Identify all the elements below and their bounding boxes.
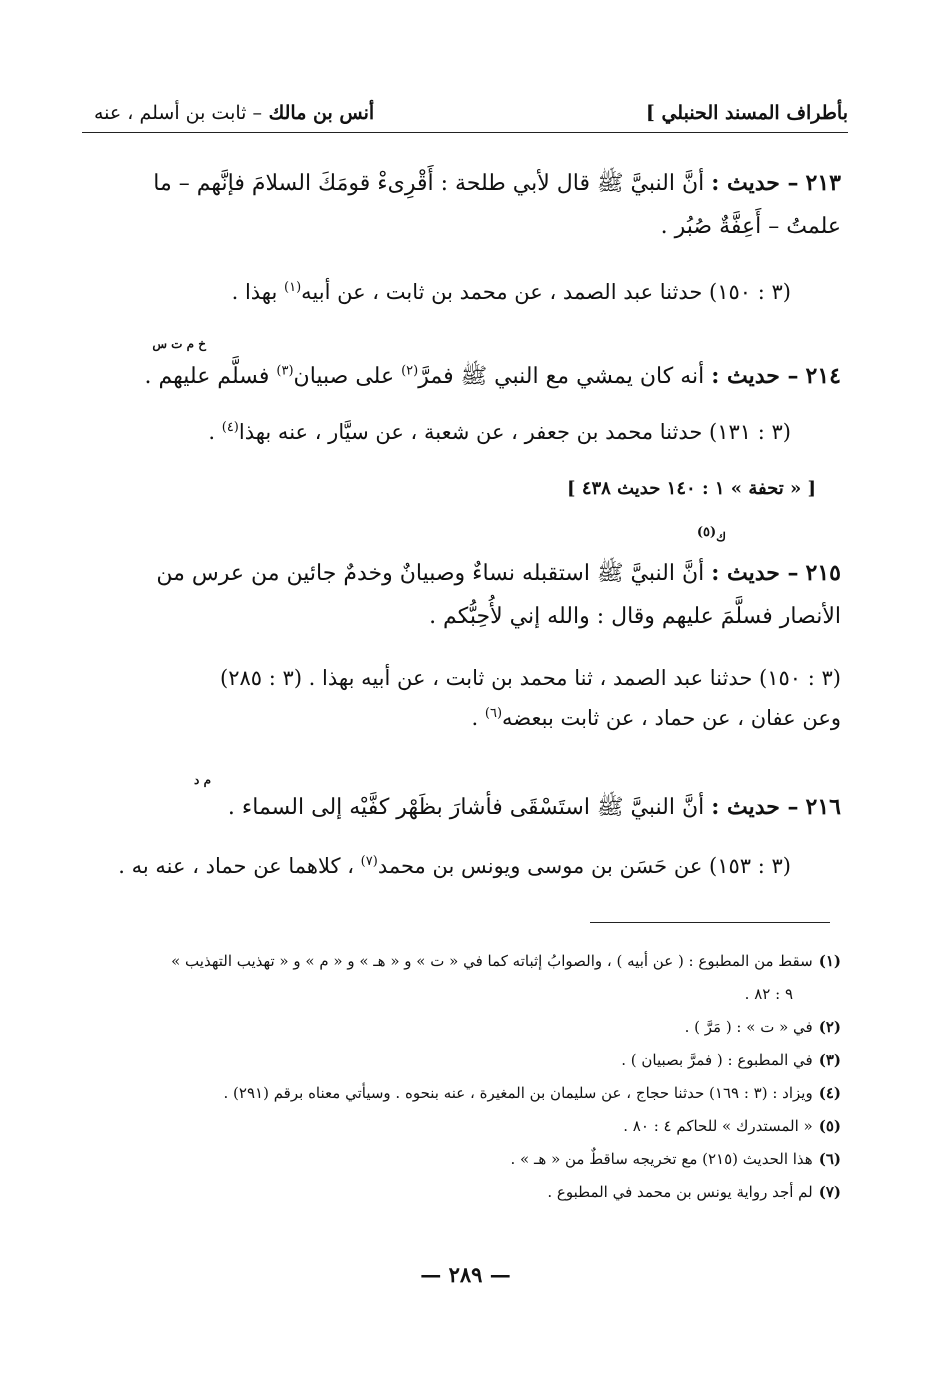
footnote-ref-7[interactable]: (٧) bbox=[360, 854, 378, 869]
hadith-213-number: ٢١٣ bbox=[805, 170, 841, 196]
hadith-216-chain-end: ، كلاهما عن حماد ، عنه به . bbox=[118, 854, 354, 878]
hadith-216-text: أنَّ النبيَّ ﷺ استَسْقَى فأشارَ بظَهْر كفَّيْه إلى السماء . bbox=[227, 795, 705, 820]
footnote-text: ويزاد : (٣ : ١٦٩) حدثنا حجاج ، عن سليمان بن المغيرة ، عنه بنحوه . وسيأتي معناه برقم (٢٩١) . bbox=[223, 1084, 813, 1102]
footnote-number: (٤) bbox=[818, 1084, 841, 1102]
hadith-214 bbox=[91, 355, 841, 398]
footnote-1 bbox=[81, 945, 841, 978]
hadith-214-sigla: خ م ت س bbox=[152, 337, 206, 351]
hadith-215-chain2-end: . bbox=[471, 706, 479, 730]
hadith-213-chain-text: (٣ : ١٥٠) حدثنا عبد الصمد ، عن محمد بن ثابت ، عن أبيه bbox=[301, 280, 791, 304]
footnote-separator bbox=[590, 922, 830, 923]
hadith-215-number: ٢١٥ bbox=[805, 560, 841, 586]
hadith-215-sigla-letter: ك bbox=[716, 530, 726, 544]
footnote-4 bbox=[81, 1077, 841, 1110]
footnotes bbox=[81, 945, 841, 1209]
hadith-213-chain bbox=[91, 272, 791, 312]
footnote-text: « المستدرك » للحاكم ٤ : ٨٠ . bbox=[623, 1117, 813, 1135]
hadith-215-sigla bbox=[696, 525, 726, 544]
hadith-213-text2: علمتُ – أَعِفَّةٌ صُبُر . bbox=[660, 214, 841, 239]
hadith-215-chain2-text: وعن عفان ، عن حماد ، عن ثابت ببعضه bbox=[502, 706, 841, 730]
footnote-3 bbox=[81, 1044, 841, 1077]
footnote-text: في « ت » : ( مَرَّ ) . bbox=[684, 1018, 813, 1036]
header-narrator-sub: – ثابت بن أسلم ، عنه bbox=[94, 102, 262, 124]
hadith-214-text-a: أنه كان يمشي مع النبي ﷺ فمرَّ bbox=[418, 364, 705, 389]
footnote-ref-4[interactable]: (٤) bbox=[221, 420, 239, 435]
hadith-216-sigla: م د bbox=[194, 773, 211, 787]
footnote-7 bbox=[81, 1176, 841, 1209]
hadith-213-text1: أنَّ النبيَّ ﷺ قال لأبي طلحة : أَقْرِىءْ قومَكَ السلامَ فإنَّهم – ما bbox=[153, 171, 705, 196]
hadith-214-number: ٢١٤ bbox=[805, 363, 841, 389]
header-narrator-name: أنس بن مالك bbox=[268, 102, 375, 124]
hadith-216-label: – حديث : bbox=[711, 794, 799, 820]
hadith-213-chain-end: بهذا . bbox=[231, 280, 278, 304]
footnote-text: هذا الحديث (٢١٥) مع تخريجه ساقطٌ من « هـ » . bbox=[510, 1150, 813, 1168]
footnote-number: (٥) bbox=[818, 1117, 841, 1135]
hadith-215-line1 bbox=[91, 552, 841, 595]
hadith-215-chain bbox=[91, 658, 841, 738]
footnote-text: لم أجد رواية يونس بن محمد في المطبوع . bbox=[547, 1183, 813, 1201]
hadith-215-text1: أنَّ النبيَّ ﷺ استقبله نساءٌ وصبيانٌ وخدمٌ جائين من عرس من bbox=[156, 561, 705, 586]
hadith-214-label: – حديث : bbox=[711, 363, 799, 389]
hadith-216-chain-text: (٣ : ١٥٣) عن حَسَن بن موسى ويونس بن محمد bbox=[377, 854, 791, 878]
footnote-6 bbox=[81, 1143, 841, 1176]
page-number: — ٢٨٩ — bbox=[420, 1262, 511, 1287]
hadith-213-label: – حديث : bbox=[711, 170, 799, 196]
footnote-text: في المطبوع : ( فمرَّ بصبيان ) . bbox=[621, 1051, 813, 1069]
footnote-ref-2[interactable]: (٢) bbox=[401, 363, 419, 379]
footnote-number: (٣) bbox=[818, 1051, 841, 1069]
tuhfa-reference: [ « تحفة » ١ : ١٤٠ حديث ٤٣٨ ] bbox=[567, 478, 816, 499]
header-book-title: بأطراف المسند الحنبلي ] bbox=[645, 102, 848, 124]
hadith-216-chain bbox=[91, 846, 791, 886]
footnote-2 bbox=[81, 1011, 841, 1044]
footnote-number: (٢) bbox=[818, 1018, 841, 1036]
footnote-ref-1[interactable]: (١) bbox=[284, 280, 302, 295]
footnote-ref-6[interactable]: (٦) bbox=[484, 706, 503, 721]
hadith-214-chain bbox=[91, 412, 791, 452]
hadith-215-chain1: (٣ : ١٥٠) حدثنا عبد الصمد ، ثنا محمد بن ثابت ، عن أبيه بهذا . (٣ : ٢٨٥) bbox=[220, 666, 841, 690]
hadith-215 bbox=[91, 552, 841, 638]
hadith-213 bbox=[91, 162, 841, 248]
footnote-number: (٧) bbox=[818, 1183, 841, 1201]
hadith-215-chain2 bbox=[91, 698, 841, 738]
hadith-215-label: – حديث : bbox=[711, 560, 799, 586]
running-header bbox=[82, 90, 848, 133]
hadith-213-line1 bbox=[91, 162, 841, 205]
footnote-ref-5[interactable]: (٥) bbox=[696, 525, 717, 540]
hadith-215-text2: الأنصار فسلَّمَ عليهم وقال : والله إني لأُحِبُّكم . bbox=[429, 604, 841, 629]
footnote-number: (٦) bbox=[818, 1150, 841, 1168]
hadith-216 bbox=[91, 786, 841, 829]
hadith-214-text-c: فسلَّم عليهم . bbox=[144, 364, 270, 389]
footnote-5 bbox=[81, 1110, 841, 1143]
hadith-214-text-b: على صبيان bbox=[293, 364, 395, 389]
footnote-number: (١) bbox=[818, 952, 841, 970]
footnote-text: سقط من المطبوع : ( عن أبيه ) ، والصوابُ إثباته كما في « ت » و « هـ » و « م » و « تهذيب التهذيب » bbox=[171, 952, 813, 970]
hadith-214-chain-text: (٣ : ١٣١) حدثنا محمد بن جعفر ، عن شعبة ، عن سيَّار ، عنه بهذا bbox=[238, 420, 791, 444]
footnote-ref-3[interactable]: (٣) bbox=[276, 363, 294, 379]
hadith-216-number: ٢١٦ bbox=[805, 794, 841, 820]
hadith-214-chain-end: . bbox=[208, 420, 216, 444]
footnote-1-continuation: ٩ : ٨٢ . bbox=[744, 985, 793, 1003]
header-narrator bbox=[94, 102, 374, 124]
